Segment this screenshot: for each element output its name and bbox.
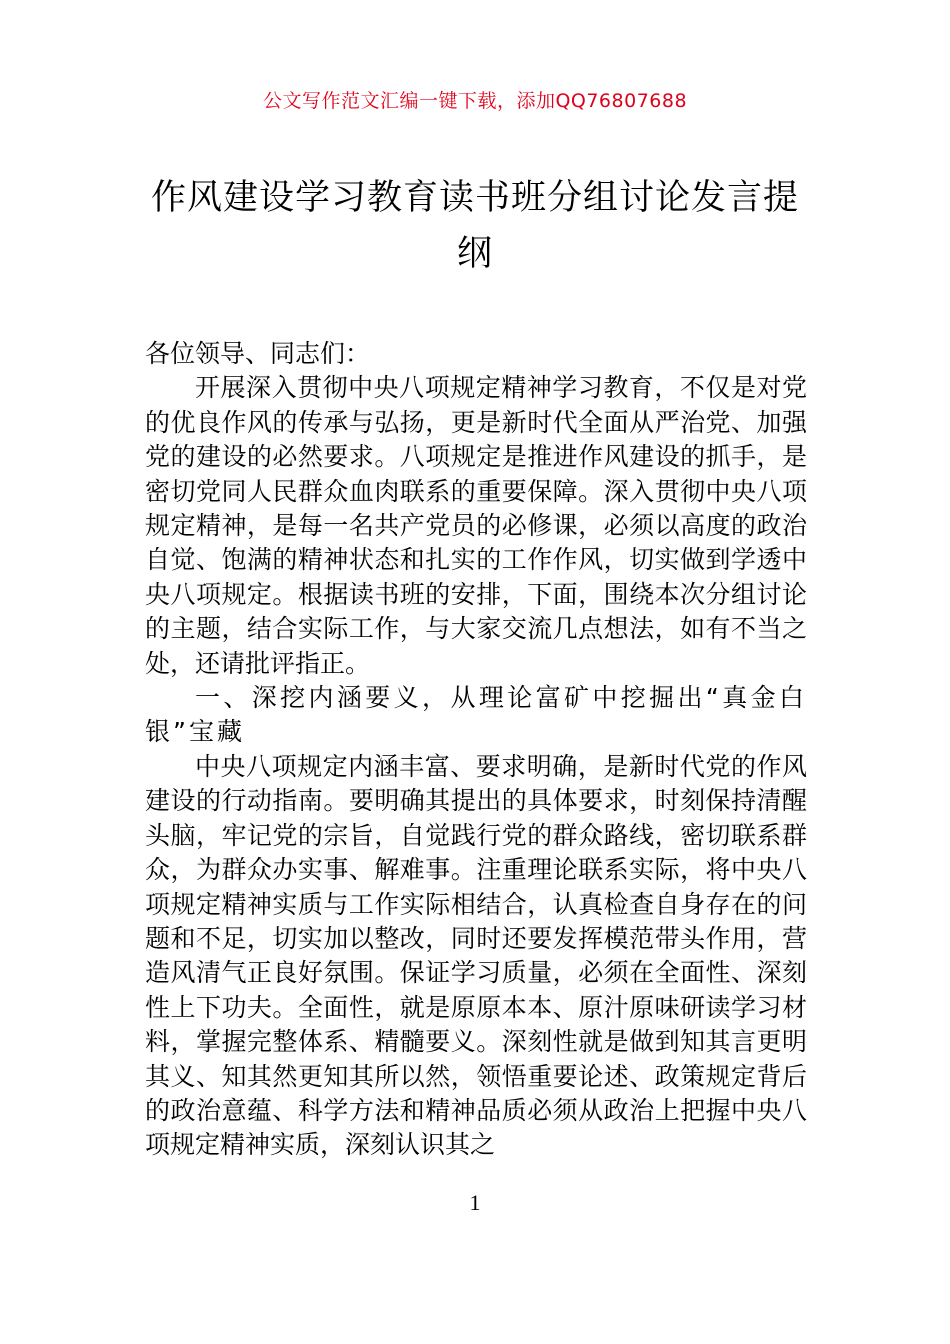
paragraph-intro: 开展深入贯彻中央八项规定精神学习教育，不仅是对党的优良作风的传承与弘扬，更是新时代全面从严治党、加强党的建设的必然要求。八项规定是推进作风建设的抓手，是密切党同人民群众血肉联系的重要保障。深入贯彻中央八项规定精神，是每一名共产党员的必修课，必须以高度的政治自觉、饱满的精神状态和扎实的工作作风，切实做到学透中央八项规定。根据读书班的安排，下面，围绕本次分组讨论的主题，结合实际工作，与大家交流几点想法，如有不当之处，还请批评指正。	[145, 373, 807, 678]
document-title: 作风建设学习教育读书班分组讨论发言提纲	[150, 178, 799, 274]
document-body	[145, 337, 807, 1163]
section-heading-1: 一、深挖内涵要义，从理论富矿中挖掘出“真金白银”宝藏	[145, 683, 807, 747]
paragraph-section-1: 中央八项规定内涵丰富、要求明确，是新时代党的作风建设的行动指南。要明确其提出的具体要求，时刻保持清醒头脑，牢记党的宗旨，自觉践行党的群众路线，密切联系群众，为群众办实事、解难事。注重理论联系实际，将中央八项规定精神实质与工作实际相结合，认真检查自身存在的问题和不足，切实加以整改，同时还要发挥模范带头作用，营造风清气正良好氛围。保证学习质量，必须在全面性、深刻性上下功夫。全面性，就是原原本本、原汁原味研读学习材料，掌握完整体系、精髓要义。深刻性就是做到知其言更明其义、知其然更知其所以然，领悟重要论述、政策规定背后的政治意蕴、科学方法和精神品质必须从政治上把握中央八项规定精神实质，深刻认识其之	[145, 751, 807, 1160]
header-note: 公文写作范文汇编一键下载，添加QQ76807688	[262, 90, 688, 112]
page-number: 1	[469, 1190, 481, 1215]
salutation: 各位领导、同志们：	[145, 339, 371, 368]
